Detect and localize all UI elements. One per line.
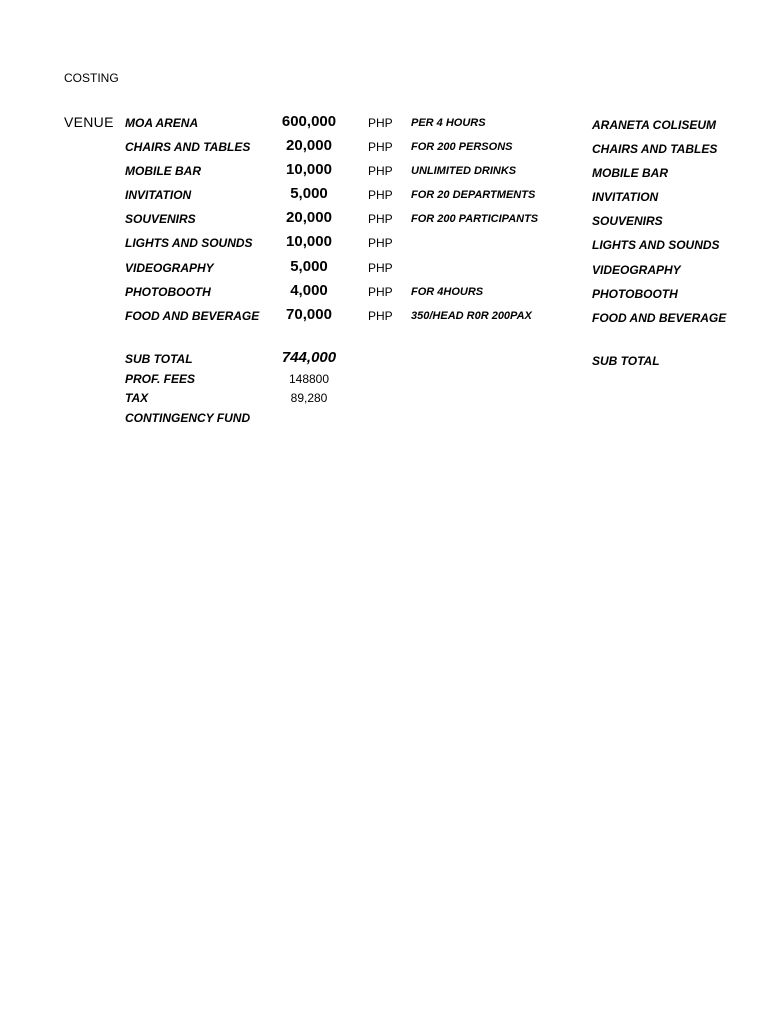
alt-item-name: SOUVENIRS — [592, 214, 663, 228]
tax-row — [0, 390, 768, 410]
item-note: 350/HEAD R0R 200PAX — [411, 310, 532, 322]
alt-item-name: CHAIRS AND TABLES — [592, 142, 718, 156]
cost-row — [0, 258, 768, 278]
item-note: PER 4 HOURS — [411, 117, 486, 129]
tax-value: 89,280 — [290, 391, 328, 405]
item-note: UNLIMITED DRINKS — [411, 165, 517, 177]
item-currency: PHP — [368, 309, 393, 323]
alt-item-name: ARANETA COLISEUM — [592, 118, 716, 132]
item-name: SOUVENIRS — [125, 212, 196, 226]
item-amount: 10,000 — [286, 161, 332, 178]
item-note: FOR 20 DEPARTMENTS — [411, 189, 536, 201]
cost-row — [0, 233, 768, 253]
alt-subtotal-label: SUB TOTAL — [592, 354, 660, 368]
contingency-row — [0, 410, 768, 430]
item-note: FOR 4HOURS — [411, 286, 484, 298]
alt-item-name: INVITATION — [592, 190, 659, 204]
item-currency: PHP — [368, 236, 393, 250]
item-name: PHOTOBOOTH — [125, 285, 211, 299]
cost-row — [0, 113, 768, 133]
item-name: VIDEOGRAPHY — [125, 261, 214, 275]
item-name: MOBILE BAR — [125, 164, 201, 178]
alt-item-name: VIDEOGRAPHY — [592, 263, 681, 277]
alt-item-name: MOBILE BAR — [592, 166, 668, 180]
item-amount: 70,000 — [286, 306, 332, 323]
item-currency: PHP — [368, 285, 393, 299]
item-name: CHAIRS AND TABLES — [125, 140, 251, 154]
item-note: FOR 200 PARTICIPANTS — [411, 213, 539, 225]
item-amount: 5,000 — [290, 258, 328, 275]
sheet-heading: COSTING — [64, 71, 119, 85]
item-currency: PHP — [368, 116, 393, 130]
item-currency: PHP — [368, 212, 393, 226]
item-amount: 20,000 — [286, 137, 332, 154]
subtotal-row — [0, 349, 768, 369]
item-amount: 10,000 — [286, 233, 332, 250]
cost-row — [0, 161, 768, 181]
prof-fees-value: 148800 — [288, 372, 330, 386]
tax-label: TAX — [125, 391, 149, 405]
item-amount: 5,000 — [290, 185, 328, 202]
item-note: FOR 200 PERSONS — [411, 141, 513, 153]
contingency-label: CONTINGENCY FUND — [125, 411, 251, 425]
item-currency: PHP — [368, 140, 393, 154]
cost-row — [0, 209, 768, 229]
cost-row — [0, 185, 768, 205]
item-currency: PHP — [368, 164, 393, 178]
alt-item-name: LIGHTS AND SOUNDS — [592, 238, 720, 252]
subtotal-value: 744,000 — [281, 349, 337, 366]
prof-fees-row — [0, 371, 768, 391]
cost-row — [0, 306, 768, 326]
item-name: MOA ARENA — [125, 116, 199, 130]
alt-item-name: PHOTOBOOTH — [592, 287, 678, 301]
item-name: LIGHTS AND SOUNDS — [125, 236, 253, 250]
cost-row — [0, 137, 768, 157]
item-amount: 4,000 — [290, 282, 328, 299]
alt-item-name: FOOD AND BEVERAGE — [592, 311, 727, 325]
item-currency: PHP — [368, 188, 393, 202]
cost-row — [0, 282, 768, 302]
venue-label: VENUE — [64, 114, 114, 130]
item-amount: 600,000 — [281, 113, 337, 130]
item-currency: PHP — [368, 261, 393, 275]
item-name: FOOD AND BEVERAGE — [125, 309, 260, 323]
prof-fees-label: PROF. FEES — [125, 372, 196, 386]
subtotal-label: SUB TOTAL — [125, 352, 193, 366]
item-name: INVITATION — [125, 188, 192, 202]
item-amount: 20,000 — [286, 209, 332, 226]
